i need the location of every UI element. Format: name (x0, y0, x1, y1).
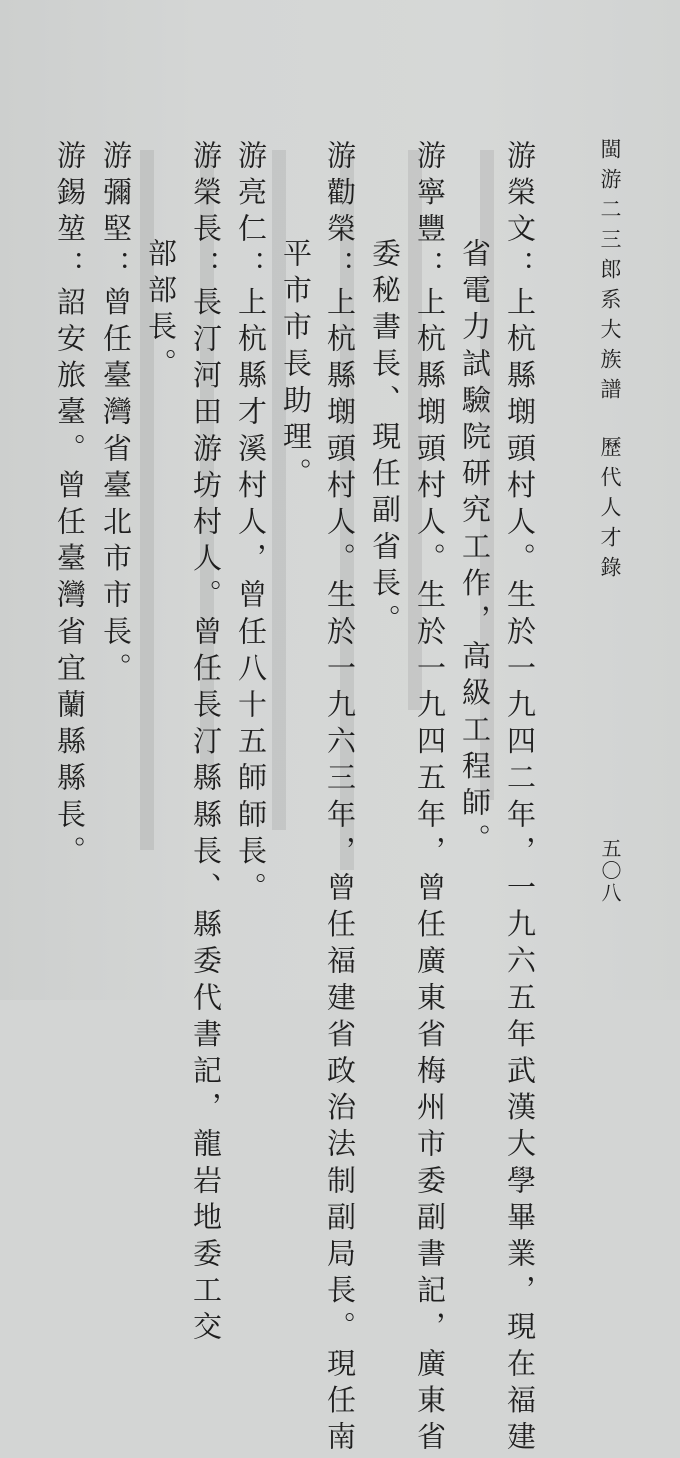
entry-you-rongwen: 游榮文：上杭縣㙟頭村人。生於一九四二年，一九六五年武漢大學畢業，現在福建 (503, 140, 537, 1458)
entry-you-quanrong: 游勸榮：上杭縣㙟頭村人。生於一九六三年，曾任福建省政治法制副局長。現任南 (323, 140, 357, 1458)
entry-you-rongchang-continuation: 部部長。 (144, 238, 178, 385)
entry-you-mijian: 游彌堅：曾任臺灣省臺北市市長。 (99, 140, 133, 689)
entry-you-rongchang: 游榮長：長汀河田游坊村人。曾任長汀縣縣長、縣委代書記，龍岩地委工交 (189, 140, 223, 1348)
entry-you-xikun: 游錫堃：詔安旅臺。曾任臺灣省宜蘭縣縣長。 (53, 140, 87, 872)
entry-you-ningfeng: 游寧豐：上杭縣㙟頭村人。生於一九四五年，曾任廣東省梅州市委副書記，廣東省 (413, 140, 447, 1458)
entry-you-quanrong-continuation: 平市市長助理。 (279, 238, 313, 495)
page-number: 五〇八 (598, 838, 622, 904)
entry-you-ningfeng-continuation: 委秘書長、現任副省長。 (368, 238, 402, 641)
entry-you-rongwen-continuation: 省電力試驗院研究工作，高級工程師。 (458, 238, 492, 861)
entry-you-liangren: 游亮仁：上杭縣才溪村人，曾任八十五師師長。 (234, 140, 268, 909)
section-title-header: 歷代人才錄 (598, 436, 622, 586)
book-title-header: 閩游二三郎系大族譜 (598, 138, 622, 408)
